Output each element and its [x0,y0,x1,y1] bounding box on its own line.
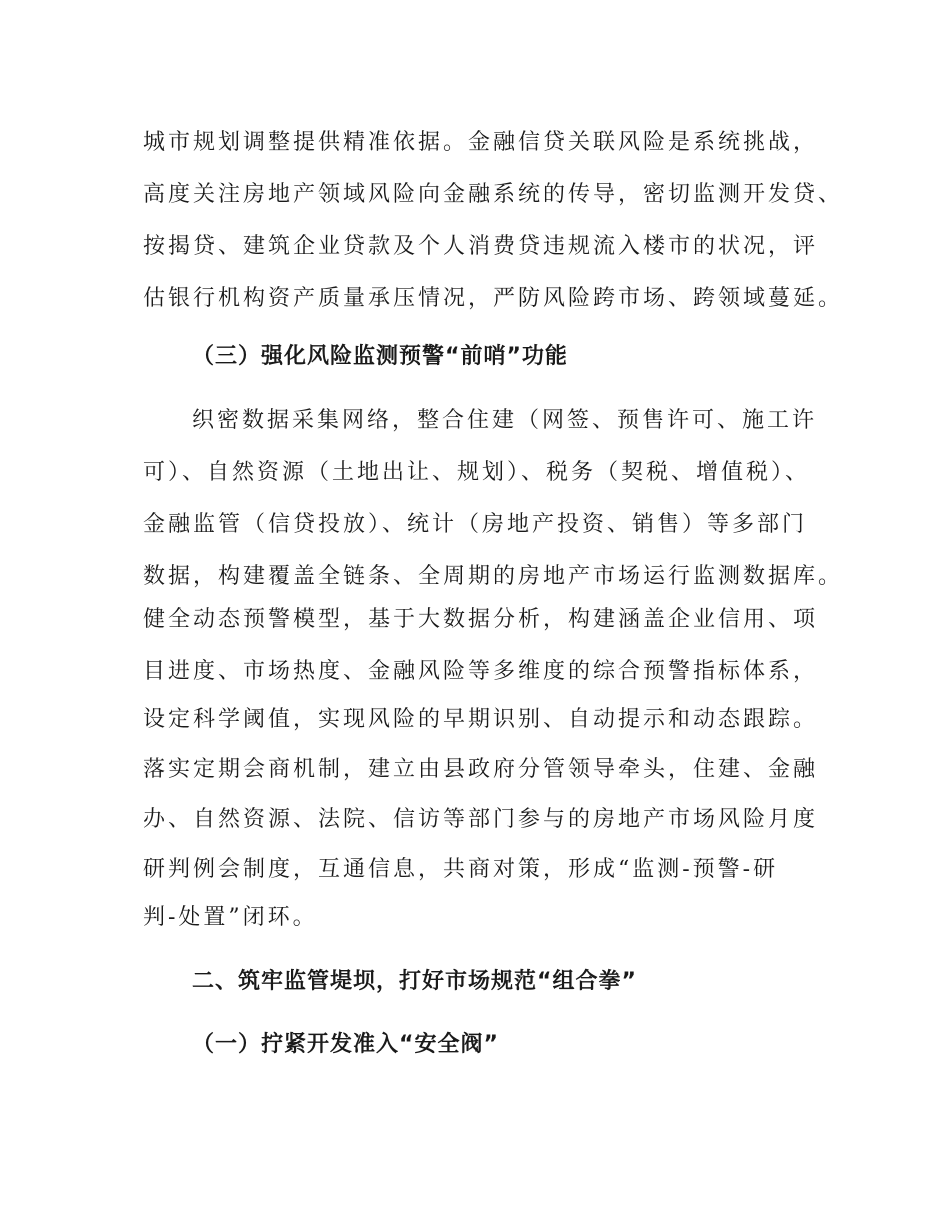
paragraph-line: 按揭贷、建筑企业贷款及个人消费贷违规流入楼市的状况，评 [143,234,819,259]
paragraph-line: 城市规划调整提供精准依据。金融信贷关联风险是系统挑战， [143,130,819,155]
paragraph-line: 目进度、市场热度、金融风险等多维度的综合预警指标体系， [143,659,819,684]
paragraph-line: 设定科学阈值，实现风险的早期识别、自动提示和动态跟踪。 [143,707,819,732]
paragraph-line: 研判例会制度，互通信息，共商对策，形成“监测-预警-研 [143,857,779,882]
paragraph-line: 数据，构建覆盖全链条、全周期的房地产市场运行监测数据库。 [143,564,844,589]
paragraph-line: 金融监管（信贷投放）、统计（房地产投资、销售）等多部门 [143,512,808,537]
subheading-3: （三）强化风险监测预警“前哨”功能 [192,344,568,369]
paragraph-line: 高度关注房地产领域风险向金融系统的传导，密切监测开发贷、 [143,182,844,207]
section-2-heading: 二、筑牢监管堤坝，打好市场规范“组合拳” [192,969,637,994]
paragraph-line: 落实定期会商机制，建立由县政府分管领导牵头，住建、金融 [143,757,819,782]
paragraph-line: 估银行机构资产质量承压情况，严防风险跨市场、跨领域蔓延。 [143,286,844,311]
paragraph-line: 可）、自然资源（土地出让、规划）、税务（契税、增值税）、 [143,460,811,485]
paragraph-line: 判-处置”闭环。 [143,905,318,930]
subheading-1: （一）拧紧开发准入“安全阀” [192,1032,499,1057]
paragraph-line: 织密数据采集网络，整合住建（网签、预售许可、施工许 [192,408,818,433]
paragraph-line: 健全动态预警模型，基于大数据分析，构建涵盖企业信用、项 [143,607,819,632]
paragraph-line: 办、自然资源、法院、信访等部门参与的房地产市场风险月度 [143,807,819,832]
